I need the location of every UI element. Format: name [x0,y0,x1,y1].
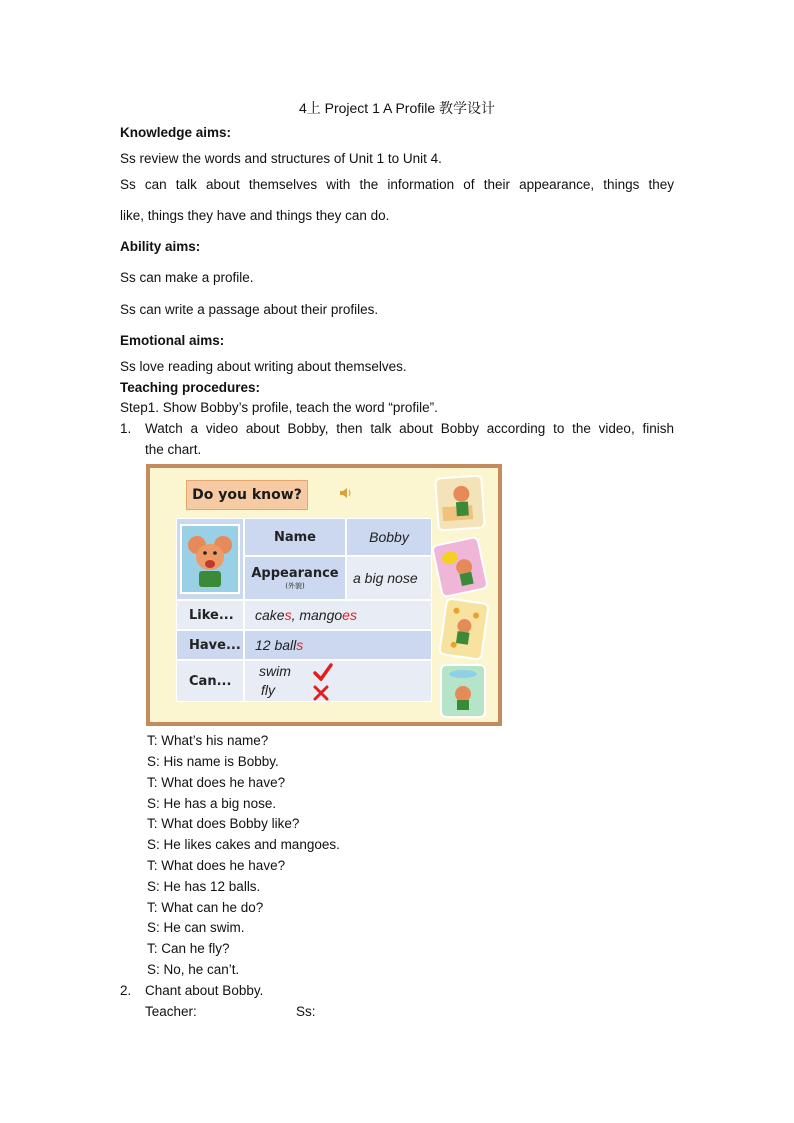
item-2-text: Chant about Bobby. [145,983,264,998]
can-label: Can... [176,660,244,702]
document-title: 4上 Project 1 A Profile 教学设计 [298,100,496,116]
bobby-balls-picture [440,599,487,658]
dialogue-line: S: He can swim. [147,920,245,935]
dialogue-line: T: What’s his name? [147,733,269,748]
appearance-label-cell [244,556,346,600]
check-icon [313,663,333,681]
teacher-label: Teacher: [145,1004,197,1019]
like-value-part-3: , mango [291,607,343,623]
bobby-cake-picture [436,477,483,530]
bobby-profile-slide [146,464,502,726]
teaching-procedures-heading: Teaching procedures: [120,380,261,395]
emotional-aim-1: Ss love reading about writing about themselves. [120,359,407,374]
dialogue-line: S: He has 12 balls. [147,879,261,894]
appearance-value: a big nose [346,556,432,600]
side-picture-cake [434,474,486,531]
item-1-line-1: Watch a video about Bobby, then talk about Bobby according to the video, finish [145,421,674,436]
dialogue-line: S: His name is Bobby. [147,754,279,769]
like-value [244,600,432,630]
item-1-line-2: the chart. [145,442,202,457]
bobby-swim-picture [442,666,484,716]
ss-label: Ss: [296,1004,316,1019]
name-label: Name [244,518,346,556]
can-yes-value: swim [259,663,291,679]
appearance-label: Appearance [251,565,339,581]
dialogue-line: S: He likes cakes and mangoes. [147,837,340,852]
slide-background [150,468,498,722]
dialogue-line: T: What does he have? [147,858,286,873]
like-value-part-1: cake [255,607,285,623]
bobby-mango-picture [433,538,486,596]
emotional-aims-heading: Emotional aims: [120,333,225,348]
knowledge-aim-1: Ss review the words and structures of Unit 1 to Unit 4. [120,151,442,166]
dialogue-line: T: What does Bobby like? [147,816,300,831]
ability-aims-heading: Ability aims: [120,239,201,254]
like-value-part-2: s [284,607,292,623]
item-1-number: 1. [120,421,132,436]
speaker-icon [338,486,352,500]
appearance-sub-label: (外貌) [285,581,305,590]
side-picture-balls [438,597,490,661]
step-1: Step1. Show Bobby’s profile, teach the word “profile”. [120,400,438,415]
cross-icon [313,685,329,701]
knowledge-aims-heading: Knowledge aims: [120,125,232,140]
have-value [244,630,432,660]
have-value-part-1: 12 ball [255,637,297,653]
have-value-part-2: s [296,637,304,653]
name-value: Bobby [346,518,432,556]
ability-aim-1: Ss can make a profile. [120,270,254,285]
bobby-avatar [177,519,243,599]
dialogue-line: S: He has a big nose. [147,796,277,811]
can-value-cell [244,660,432,702]
knowledge-aim-2-line-1: Ss can talk about themselves with the information of their appearance, things they [120,177,674,192]
dialogue-line: T: What can he do? [147,900,264,915]
slide-heading: Do you know? [186,480,308,510]
knowledge-aim-2-line-2: like, things they have and things they can do. [120,208,390,223]
side-picture-mango [431,536,489,599]
ability-aim-2: Ss can write a passage about their profiles. [120,302,379,317]
like-label: Like... [176,600,244,630]
have-label: Have... [176,630,244,660]
dialogue-line: S: No, he can’t. [147,962,240,977]
side-picture-swim [440,664,486,718]
like-value-part-4: es [342,607,357,623]
dialogue-line: T: What does he have? [147,775,286,790]
item-2-number: 2. [120,983,132,998]
dialogue-line: T: Can he fly? [147,941,230,956]
bobby-avatar-cell [176,518,244,600]
can-no-value: fly [261,682,275,698]
